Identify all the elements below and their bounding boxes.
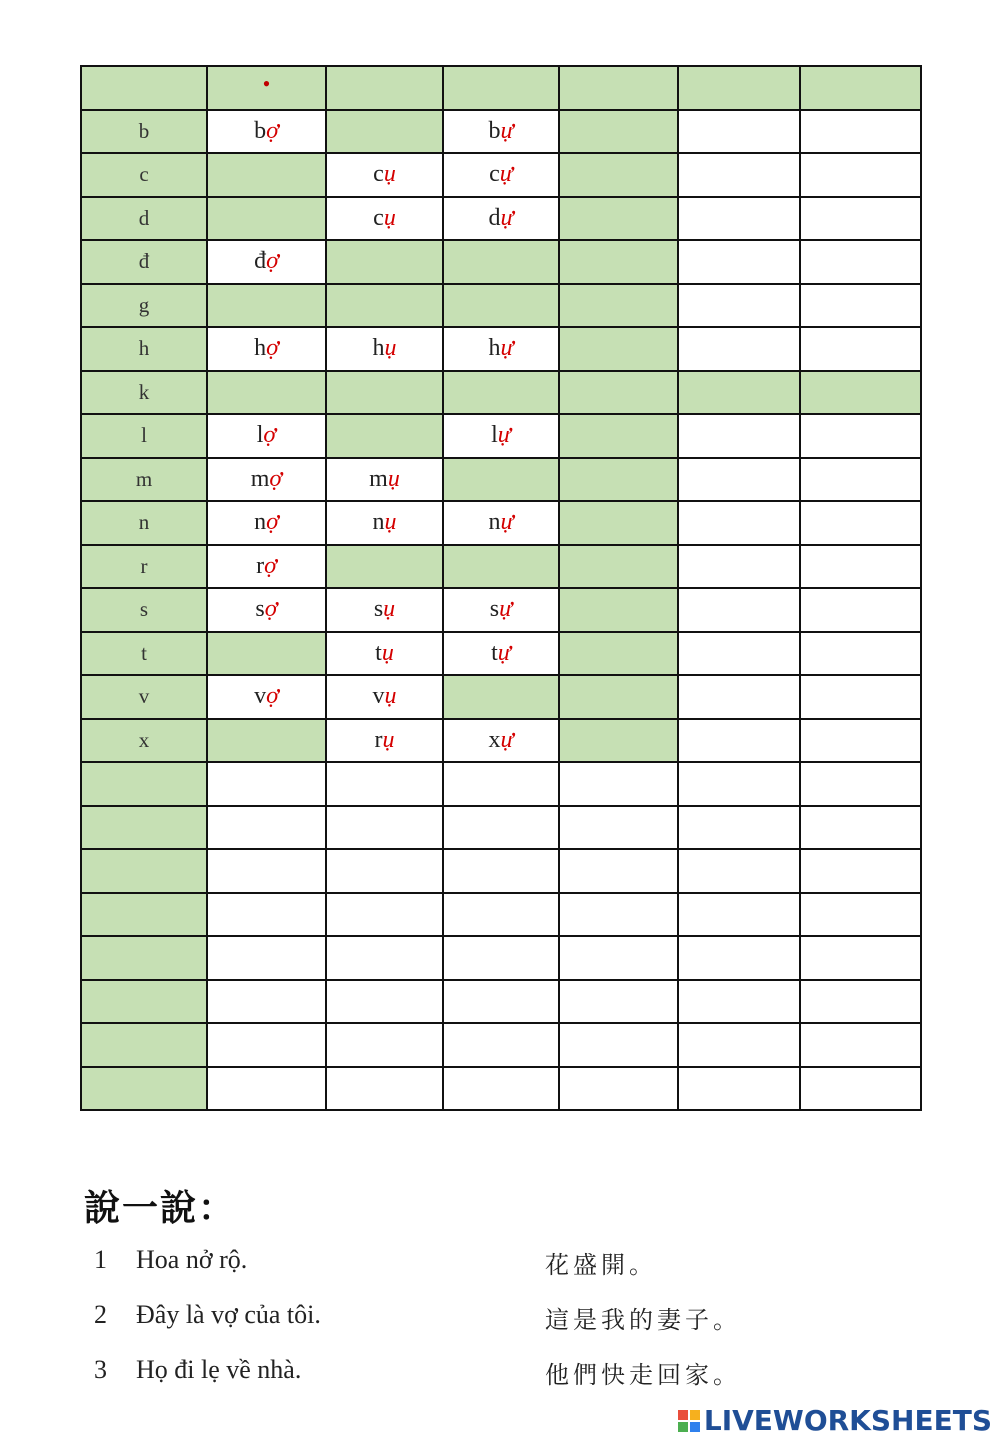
syllable-cell [207, 588, 326, 632]
empty-cell [443, 849, 559, 893]
syllable-cell [678, 414, 800, 458]
table-row [81, 458, 921, 502]
syllable-text: cự [489, 161, 513, 188]
blank-row [81, 849, 921, 893]
syllable-cell [443, 153, 559, 197]
table-row [81, 501, 921, 545]
syllable-cell [800, 240, 921, 284]
empty-cell [81, 1067, 207, 1111]
syllable-cell [800, 632, 921, 676]
header-cell [207, 66, 326, 110]
empty-cell [678, 762, 800, 806]
empty-cell [678, 849, 800, 893]
syllable-text: tự [491, 639, 511, 666]
empty-cell [800, 762, 921, 806]
table-row [81, 153, 921, 197]
empty-cell [326, 806, 443, 850]
syllable-cell [443, 414, 559, 458]
table-row [81, 327, 921, 371]
table-row [81, 675, 921, 719]
empty-cell [443, 806, 559, 850]
initial-consonant-cell: h [81, 327, 207, 371]
logo-square [678, 1422, 688, 1432]
syllable-cell [559, 327, 678, 371]
syllable-text: lợ [256, 422, 277, 449]
syllable-cell [678, 110, 800, 154]
initial-consonant-cell: t [81, 632, 207, 676]
header-row [81, 66, 921, 110]
empty-cell [443, 893, 559, 937]
table-row [81, 284, 921, 328]
syllable-cell [559, 719, 678, 763]
empty-cell [207, 1023, 326, 1067]
initial-consonant-cell: s [81, 588, 207, 632]
syllable-cell [678, 719, 800, 763]
syllable-table [80, 65, 922, 1111]
syllable-text: rụ [374, 726, 395, 753]
syllable-cell [443, 545, 559, 589]
empty-cell [800, 980, 921, 1024]
empty-cell [81, 893, 207, 937]
empty-cell [678, 806, 800, 850]
initial-consonant-cell: x [81, 719, 207, 763]
empty-cell [443, 980, 559, 1024]
sentence-chinese: 花盛開。 [545, 1251, 657, 1279]
initial-consonant-cell: c [81, 153, 207, 197]
syllable-cell [678, 588, 800, 632]
syllable-cell [559, 371, 678, 415]
empty-cell [678, 980, 800, 1024]
sentence-row [0, 1245, 1000, 1285]
syllable-cell [443, 458, 559, 502]
syllable-cell [559, 197, 678, 241]
sentence-chinese: 他們快走回家。 [545, 1361, 741, 1389]
syllable-cell [326, 719, 443, 763]
sentence-number: 1 [94, 1245, 107, 1274]
table-row [81, 371, 921, 415]
syllable-cell [326, 240, 443, 284]
syllable-cell [800, 501, 921, 545]
syllable-cell [207, 414, 326, 458]
empty-cell [678, 1067, 800, 1111]
sentence-row [0, 1355, 1000, 1395]
initial-consonant-cell: r [81, 545, 207, 589]
syllable-cell [678, 458, 800, 502]
syllable-cell [443, 197, 559, 241]
syllable-text: nự [488, 509, 514, 536]
empty-cell [678, 893, 800, 937]
syllable-cell [326, 632, 443, 676]
initial-consonant-cell: g [81, 284, 207, 328]
empty-cell [207, 1067, 326, 1111]
syllable-cell [326, 588, 443, 632]
syllable-cell [800, 719, 921, 763]
syllable-cell [800, 414, 921, 458]
syllable-text: nụ [372, 509, 397, 536]
header-cell [559, 66, 678, 110]
initial-consonant-cell: đ [81, 240, 207, 284]
empty-cell [326, 1067, 443, 1111]
initial-consonant-cell: v [81, 675, 207, 719]
sentence-vietnamese: Hoa nở rộ. [136, 1245, 248, 1274]
blank-row [81, 806, 921, 850]
syllable-text: hợ [254, 335, 279, 362]
syllable-text: hụ [372, 335, 397, 362]
initial-consonant-cell: l [81, 414, 207, 458]
initial-consonant-cell: b [81, 110, 207, 154]
table-row [81, 197, 921, 241]
syllable-text: lự [491, 422, 511, 449]
speak-section-title: 說一說： [84, 1188, 237, 1229]
table-row [81, 719, 921, 763]
empty-cell [800, 1067, 921, 1111]
syllable-text: đợ [254, 248, 279, 275]
empty-cell [443, 1067, 559, 1111]
logo-square [678, 1410, 688, 1420]
syllable-cell [326, 371, 443, 415]
syllable-cell [443, 501, 559, 545]
syllable-cell [443, 588, 559, 632]
sentence-vietnamese: Đây là vợ của tôi. [136, 1300, 321, 1329]
blank-row [81, 980, 921, 1024]
blank-row [81, 1067, 921, 1111]
empty-cell [81, 980, 207, 1024]
syllable-cell [207, 632, 326, 676]
syllable-cell [559, 153, 678, 197]
syllable-cell [800, 153, 921, 197]
empty-cell [800, 893, 921, 937]
syllable-cell [800, 458, 921, 502]
empty-cell [443, 1023, 559, 1067]
header-cell [326, 66, 443, 110]
empty-cell [800, 806, 921, 850]
empty-cell [678, 1023, 800, 1067]
syllable-text: dự [488, 204, 514, 231]
empty-cell [559, 849, 678, 893]
syllable-cell [443, 284, 559, 328]
syllable-text: bự [488, 117, 514, 144]
empty-cell [326, 762, 443, 806]
syllable-cell [559, 501, 678, 545]
syllable-cell [207, 501, 326, 545]
syllable-cell [800, 327, 921, 371]
empty-cell [81, 849, 207, 893]
empty-cell [207, 762, 326, 806]
brand-text: LIVEWORKSHEETS [703, 1404, 992, 1437]
syllable-cell [326, 197, 443, 241]
empty-cell [559, 806, 678, 850]
syllable-cell [207, 240, 326, 284]
syllable-cell [678, 153, 800, 197]
empty-cell [326, 1023, 443, 1067]
syllable-cell [207, 284, 326, 328]
syllable-cell [443, 719, 559, 763]
syllable-cell [326, 458, 443, 502]
syllable-cell [326, 501, 443, 545]
syllable-text: vụ [372, 683, 397, 710]
syllable-text: cụ [373, 161, 396, 188]
empty-cell [559, 893, 678, 937]
syllable-text: nợ [254, 509, 279, 536]
header-cell [81, 66, 207, 110]
syllable-text: mợ [250, 465, 283, 492]
empty-cell [559, 980, 678, 1024]
syllable-cell [207, 675, 326, 719]
empty-cell [81, 762, 207, 806]
empty-cell [559, 1067, 678, 1111]
syllable-cell [678, 240, 800, 284]
syllable-cell [326, 284, 443, 328]
syllable-cell [559, 110, 678, 154]
syllable-cell [443, 675, 559, 719]
syllable-cell [443, 240, 559, 284]
syllable-text: rợ [256, 552, 277, 579]
syllable-text: sự [489, 596, 513, 623]
syllable-text: bợ [254, 117, 279, 144]
syllable-text: mụ [369, 465, 400, 492]
syllable-cell [443, 371, 559, 415]
sentence-row [0, 1300, 1000, 1340]
blank-row [81, 1023, 921, 1067]
dot-tone-mark-icon: • [262, 71, 271, 97]
table-row [81, 110, 921, 154]
logo-blocks-icon [678, 1410, 700, 1432]
syllable-cell [207, 110, 326, 154]
syllable-cell [559, 240, 678, 284]
empty-cell [326, 893, 443, 937]
syllable-cell [678, 545, 800, 589]
liveworksheets-logo [678, 1404, 992, 1437]
syllable-cell [207, 327, 326, 371]
syllable-cell [800, 197, 921, 241]
syllable-text: tụ [375, 639, 394, 666]
syllable-text: sụ [373, 596, 396, 623]
blank-row [81, 762, 921, 806]
header-cell [678, 66, 800, 110]
empty-cell [559, 936, 678, 980]
empty-cell [207, 936, 326, 980]
empty-cell [559, 762, 678, 806]
empty-cell [678, 936, 800, 980]
syllable-cell [207, 545, 326, 589]
syllable-text: xự [488, 726, 514, 753]
empty-cell [443, 936, 559, 980]
empty-cell [207, 980, 326, 1024]
empty-cell [559, 1023, 678, 1067]
syllable-cell [326, 675, 443, 719]
table-row [81, 545, 921, 589]
syllable-cell [207, 458, 326, 502]
syllable-cell [800, 371, 921, 415]
syllable-cell [326, 545, 443, 589]
syllable-cell [678, 675, 800, 719]
syllable-cell [207, 719, 326, 763]
syllable-cell [559, 414, 678, 458]
empty-cell [207, 849, 326, 893]
syllable-cell [559, 588, 678, 632]
syllable-cell [678, 327, 800, 371]
empty-cell [443, 762, 559, 806]
initial-consonant-cell: n [81, 501, 207, 545]
empty-cell [81, 936, 207, 980]
syllable-cell [443, 327, 559, 371]
syllable-cell [326, 110, 443, 154]
empty-cell [81, 1023, 207, 1067]
syllable-cell [559, 545, 678, 589]
empty-cell [800, 936, 921, 980]
syllable-cell [559, 284, 678, 328]
syllable-text: hự [488, 335, 514, 362]
sentence-number: 3 [94, 1355, 107, 1384]
syllable-cell [559, 458, 678, 502]
syllable-text: cụ [373, 204, 396, 231]
logo-square [690, 1422, 700, 1432]
empty-cell [800, 849, 921, 893]
syllable-cell [559, 632, 678, 676]
initial-consonant-cell: d [81, 197, 207, 241]
empty-cell [326, 980, 443, 1024]
empty-cell [81, 806, 207, 850]
syllable-cell [678, 501, 800, 545]
syllable-cell [326, 327, 443, 371]
syllable-cell [678, 284, 800, 328]
header-cell [443, 66, 559, 110]
sentence-vietnamese: Họ đi lẹ về nhà. [136, 1355, 302, 1384]
empty-cell [207, 893, 326, 937]
syllable-cell [207, 197, 326, 241]
table-row [81, 240, 921, 284]
empty-cell [326, 849, 443, 893]
logo-square [690, 1410, 700, 1420]
syllable-cell [800, 675, 921, 719]
table-row [81, 414, 921, 458]
syllable-cell [443, 110, 559, 154]
syllable-text: sợ [255, 596, 278, 623]
table-row [81, 588, 921, 632]
blank-row [81, 893, 921, 937]
syllable-cell [443, 632, 559, 676]
initial-consonant-cell: k [81, 371, 207, 415]
header-cell [800, 66, 921, 110]
syllable-cell [800, 588, 921, 632]
syllable-text: vợ [254, 683, 279, 710]
syllable-cell [326, 414, 443, 458]
sentence-chinese: 這是我的妻子。 [545, 1306, 741, 1334]
syllable-cell [800, 545, 921, 589]
syllable-cell [326, 153, 443, 197]
syllable-cell [800, 284, 921, 328]
syllable-cell [678, 632, 800, 676]
empty-cell [207, 806, 326, 850]
blank-row [81, 936, 921, 980]
empty-cell [800, 1023, 921, 1067]
initial-consonant-cell: m [81, 458, 207, 502]
syllable-cell [678, 371, 800, 415]
syllable-cell [559, 675, 678, 719]
syllable-cell [207, 153, 326, 197]
syllable-cell [800, 110, 921, 154]
syllable-cell [207, 371, 326, 415]
empty-cell [326, 936, 443, 980]
sentence-number: 2 [94, 1300, 107, 1329]
syllable-cell [678, 197, 800, 241]
table-row [81, 632, 921, 676]
